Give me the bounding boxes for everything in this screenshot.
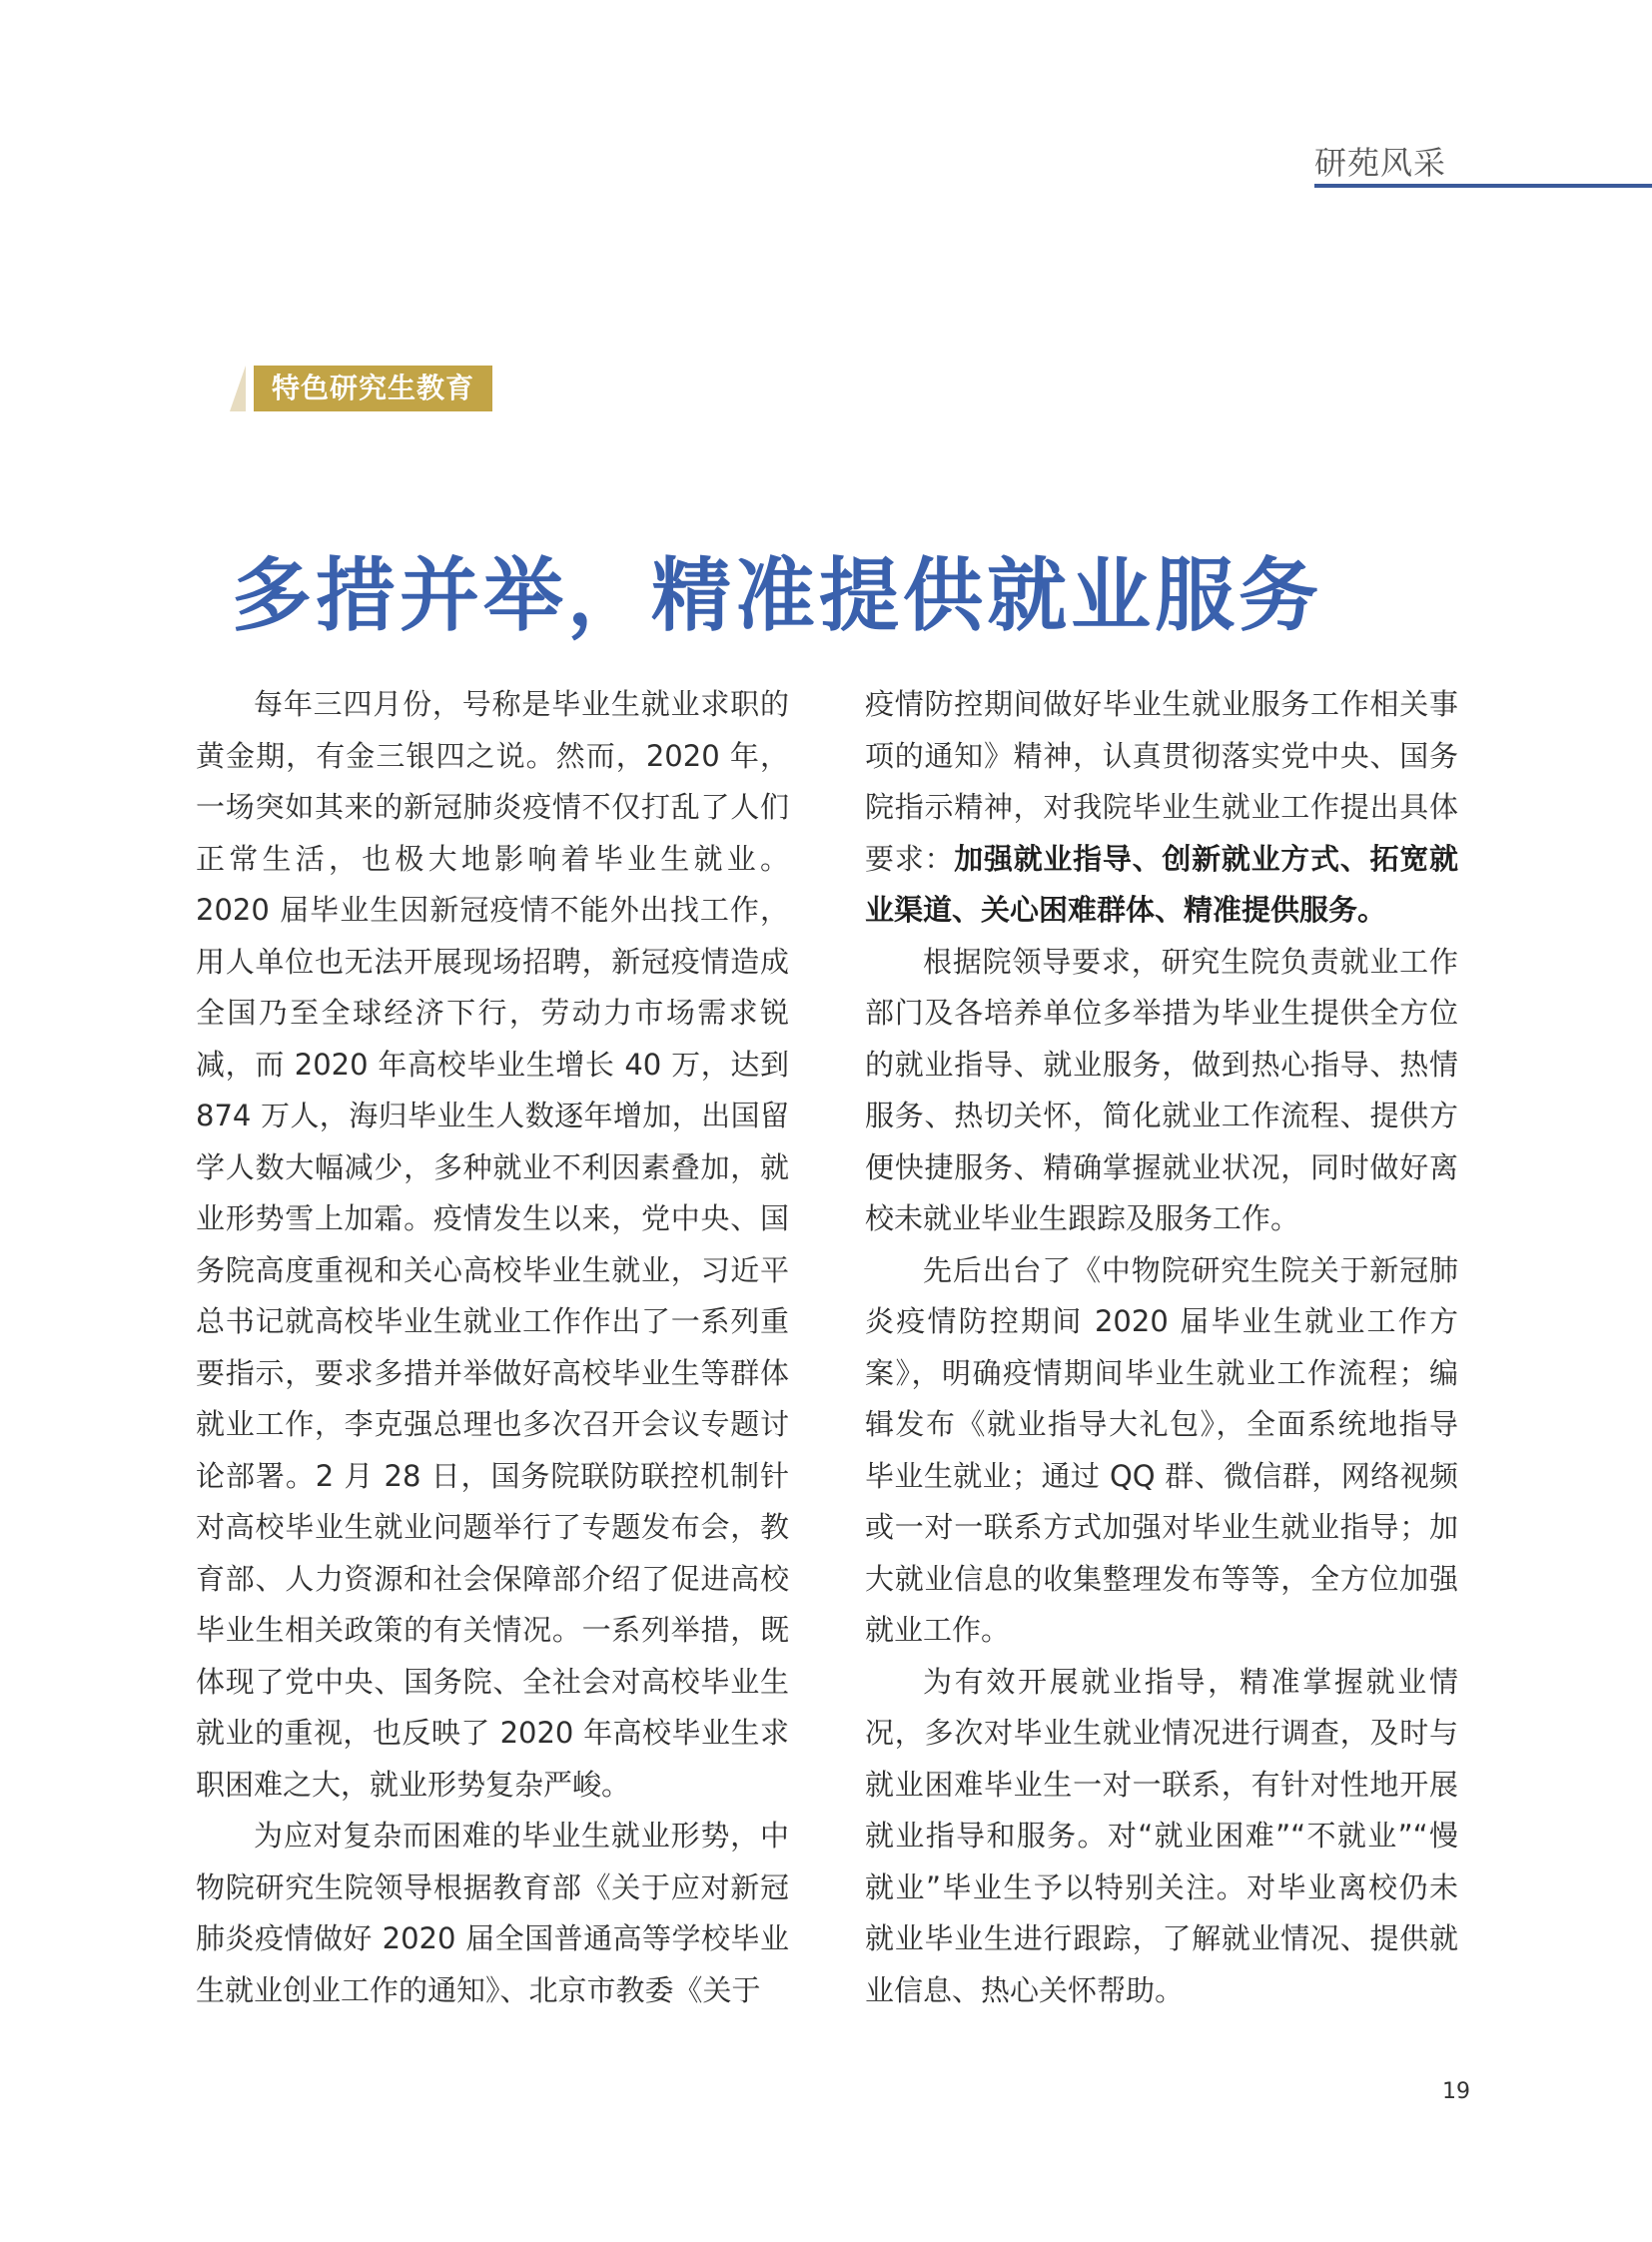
left-column [196,679,789,2016]
section-header: 研苑风采 [1314,144,1447,182]
paragraph: 为应对复杂而困难的毕业生就业形势，中物院研究生院领导根据教育部《关于应对新冠肺炎疫情做好 2020 届全国普通高等学校毕业生就业创业工作的通知》、北京市教委《关于 [196,1819,789,2007]
right-column [865,679,1458,2016]
paragraph: 根据院领导要求，研究生院负责就业工作部门及各培养单位多举措为毕业生提供全方位的就业指导、就业服务，做到热心指导、热情服务、热切关怀，简化就业工作流程、提供方便快捷服务、精确掌握就业状况，同时做好离校未就业毕业生跟踪及服务工作。 [865,944,1458,1235]
paragraph: 先后出台了《中物院研究生院关于新冠肺炎疫情防控期间 2020 届毕业生就业工作方案》，明确疫情期间毕业生就业工作流程；编辑发布《就业指导大礼包》，全面系统地指导毕业生就业；通过 QQ 群、微信群，网络视频或一对一联系方式加强对毕业生就业指导；加大就业信息的收集整理发布等等，全方位加强就业工作。 [865,1252,1458,1647]
paragraph: 每年三四月份，号称是毕业生就业求职的黄金期，有金三银四之说。然而，2020 年，一场突如其来的新冠肺炎疫情不仅打乱了人们正常生活，也极大地影响着毕业生就业。2020 届毕业生因新冠疫情不能外出找工作，用人单位也无法开展现场招聘，新冠疫情造成全国乃至全球经济下行，劳动力市场需求锐减，而 2020 年高校毕业生增长 40 万，达到 874 万人，海归毕业生人数逐年增加，出国留学人数大幅减少，多种就业不利因素叠加，就业形势雪上加霜。疫情发生以来，党中央、国务院高度重视和关心高校毕业生就业，习近平总书记就高校毕业生就业工作作出了一系列重要指示，要求多措并举做好高校毕业生等群体就业工作，李克强总理也多次召开会议专题讨论部署。2 月 28 日，国务院联防联控机制针对高校毕业生就业问题举行了专题发布会，教育部、人力资源和社会保障部介绍了促进高校毕业生相关政策的有关情况。一系列举措，既体现了党中央、国务院、全社会对高校毕业生就业的重视，也反映了 2020 年高校毕业生求职困难之大，就业形势复杂严峻。 [196,687,789,1802]
paragraph-continued [865,679,1458,937]
article-title: 多措并举，精准提供就业服务 [232,547,1322,642]
section-header-rule [1314,184,1652,188]
page-number: 19 [1442,2079,1470,2104]
emphasis-requirements: 加强就业指导、创新就业方式、拓宽就业渠道、关心困难群体、精准提供服务。 [865,841,1458,927]
tag-fold-decoration [230,366,246,411]
paragraph-text: 疫情防控期间做好毕业生就业服务工作相关事项的通知》精神，认真贯彻落实党中央、国务院指示精神，对我院毕业生就业工作提出具体要求： [865,687,1458,876]
category-tag-label: 特色研究生教育 [254,366,492,411]
paragraph: 为有效开展就业指导，精准掌握就业情况，多次对毕业生就业情况进行调查，及时与就业困难毕业生一对一联系，有针对性地开展就业指导和服务。对“就业困难”“不就业”“慢就业”毕业生予以特别关注。对毕业离校仍未就业毕业生进行跟踪，了解就业情况、提供就业信息、热心关怀帮助。 [865,1664,1458,2007]
